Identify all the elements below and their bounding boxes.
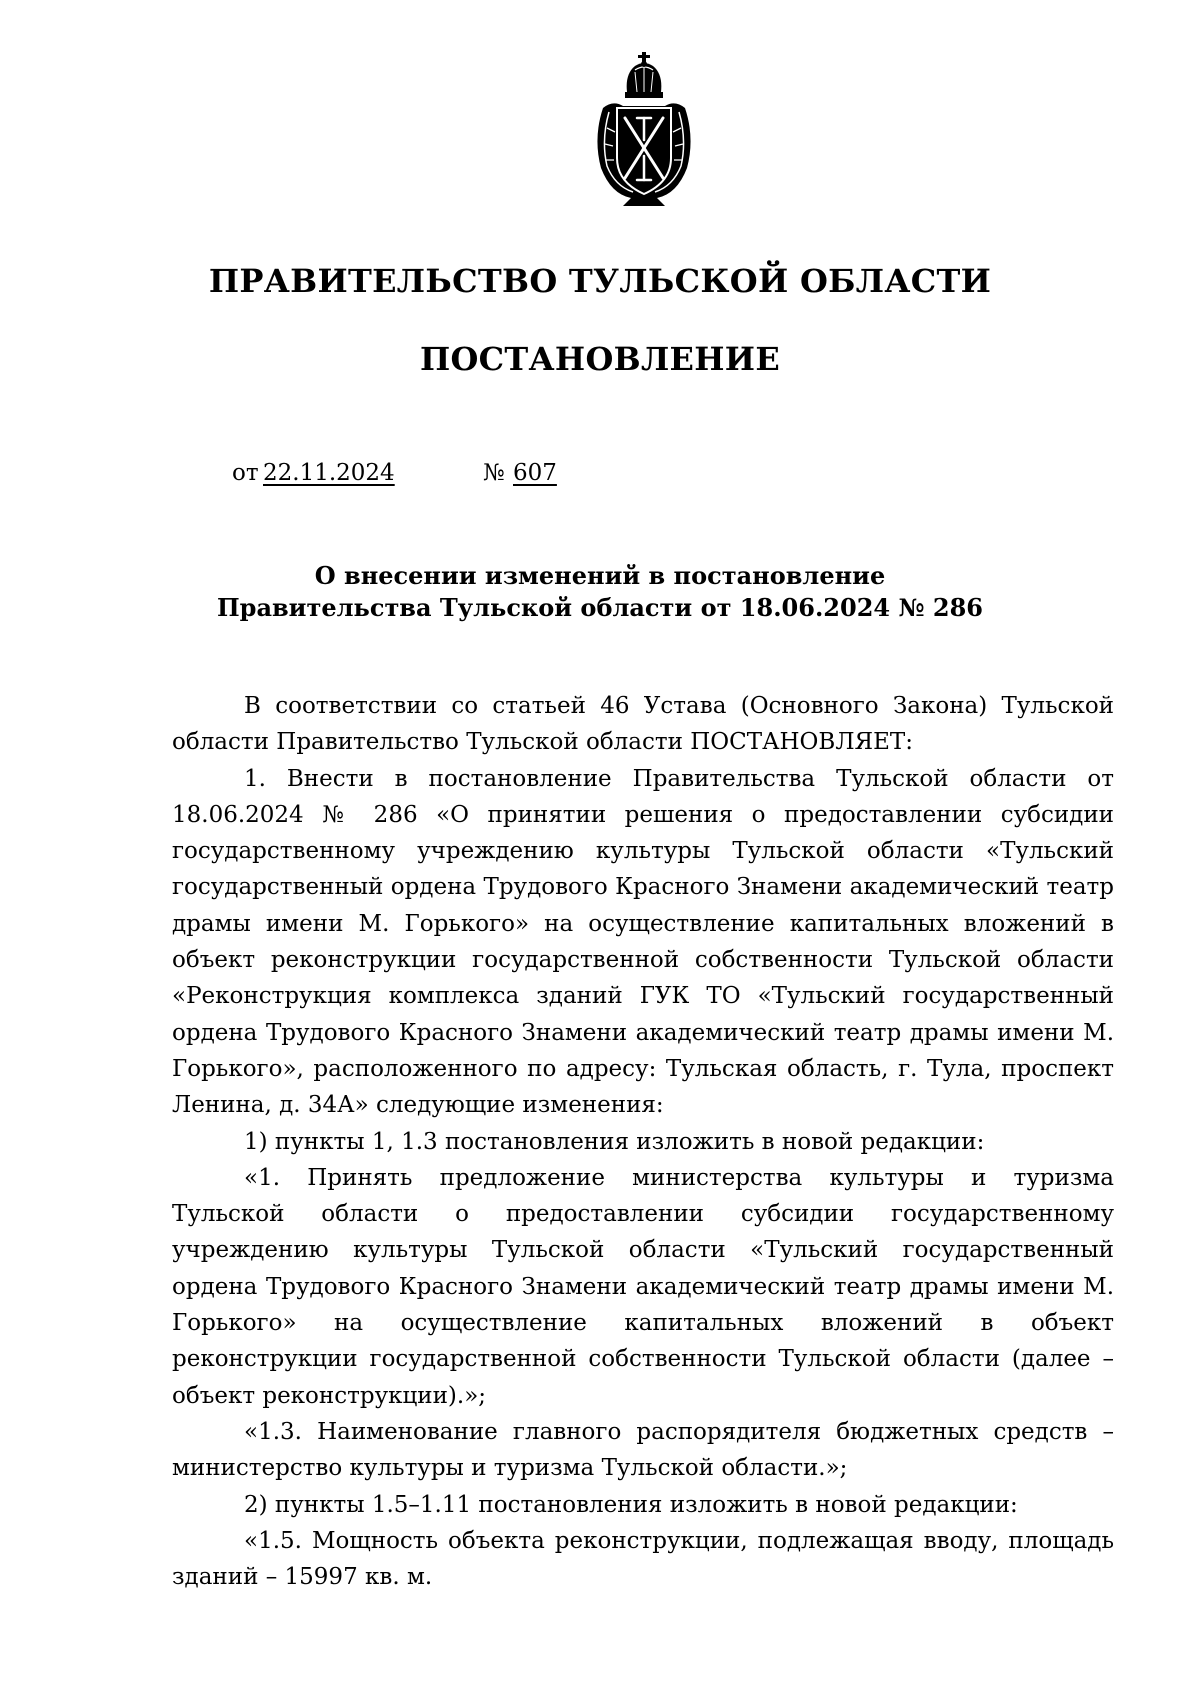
paragraph-subitem-1: 1) пункты 1, 1.3 постановления изложить в новой редакции: — [244, 1128, 985, 1155]
paragraph-quote-1: «1. Принять предложение министерства культуры и туризма Тульской области о предоставлении субсидии государственному учреждению культуры Тульской области «Тульский государственный ордена Трудового Красного Знамени академический театр драмы имени М. Горького» на осуществление капитальных вложений в объект реконструкции государственной собственности Тульской области (далее – объект реконструкции).»; — [172, 1164, 1114, 1409]
date-label: от — [232, 460, 259, 486]
tula-region-coat-of-arms-icon — [585, 48, 703, 208]
title-line-1: О внесении изменений в постановление — [314, 561, 886, 590]
paragraph-item-1: 1. Внести в постановление Правительства Тульской области от 18.06.2024 № 286 «О принятии решения о предоставлении субсидии государственному учреждению культуры Тульской области «Тульский государственный ордена Трудового Красного Знамени академический театр драмы имени М. Горького» на осуществление капитальных вложений в объект реконструкции государственной собственности Тульской области «Реконструкция комплекса зданий ГУК ТО «Тульский государственный ордена Трудового Красного Знамени академический театр драмы имени М. Горького», расположенного по адресу: Тульская область, г. Тула, проспект Ленина, д. 34А» следующие изменения: — [172, 765, 1114, 1119]
document-title — [0, 560, 1200, 624]
number-label: № — [483, 460, 505, 486]
document-number: 607 — [513, 460, 557, 486]
document-type-heading: ПОСТАНОВЛЕНИЕ — [419, 340, 781, 378]
document-date: 22.11.2024 — [263, 460, 395, 486]
paragraph-subitem-2: 2) пункты 1.5–1.11 постановления изложить в новой редакции: — [244, 1491, 1018, 1518]
organization-heading: ПРАВИТЕЛЬСТВО ТУЛЬСКОЙ ОБЛАСТИ — [208, 262, 992, 300]
paragraph-quote-1-3: «1.3. Наименование главного распорядителя бюджетных средств – министерство культуры и туризма Тульской области.»; — [172, 1418, 1114, 1482]
document-body — [172, 688, 1114, 1595]
title-line-2: Правительства Тульской области от 18.06.2024 № 286 — [217, 593, 983, 622]
paragraph-preamble: В соответствии со статьей 46 Устава (Основного Закона) Тульской области Правительство Тульской области ПОСТАНОВЛЯЕТ: — [172, 693, 1114, 756]
paragraph-quote-1-5: «1.5. Мощность объекта реконструкции, подлежащая вводу, площадь зданий – 15997 кв. м. — [172, 1527, 1114, 1591]
